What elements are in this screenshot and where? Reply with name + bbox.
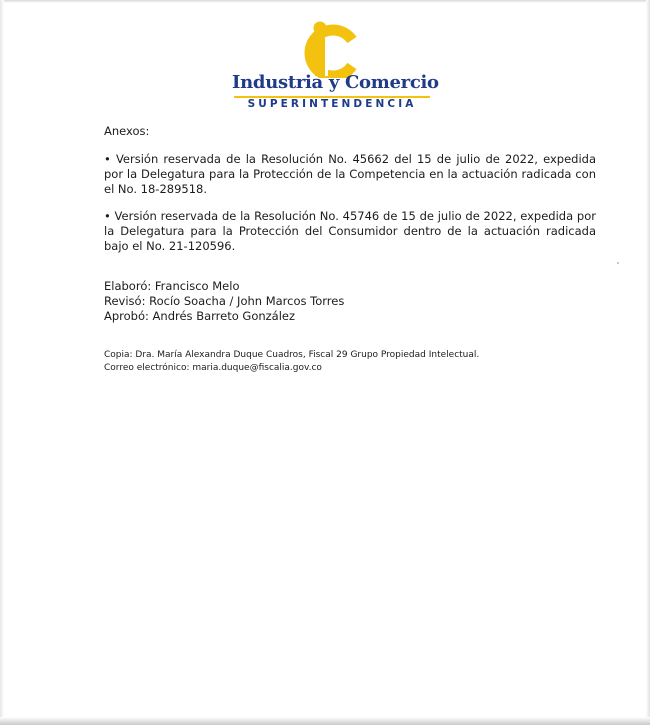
ic-logo-mark-icon: [301, 20, 357, 78]
copy-recipient: Copia: Dra. María Alexandra Duque Cuadros, Fiscal 29 Grupo Propiedad Intelectual.: [104, 350, 480, 360]
reviewed-by: Revisó: Rocío Soacha / John Marcos Torres: [104, 293, 345, 308]
annexes-heading: Anexos:: [104, 124, 150, 138]
approved-by: Aprobó: Andrés Barreto González: [104, 308, 296, 323]
sic-logo: [0, 18, 650, 118]
scan-edge-top: [0, 0, 650, 3]
scan-speck: [617, 262, 619, 264]
prepared-by: Elaboró: Francisco Melo: [104, 279, 240, 293]
annex-item: • Versión reservada de la Resolución No. 45746 de 15 de julio de 2022, expedida por la Delegatura para la Protección del Consumidor dentro de la actuación radicada bajo el No. 21-120596.: [104, 209, 596, 253]
copy-email: Correo electrónico: maria.duque@fiscalia.gov.co: [104, 362, 322, 373]
copy-block: [104, 349, 479, 374]
brand-subtitle: SUPERINTENDENCIA: [247, 98, 417, 110]
signoff-block: [104, 279, 344, 323]
scan-edge-bottom: [0, 717, 650, 725]
annex-item: • Versión reservada de la Resolución No. 45662 del 15 de julio de 2022, expedida por la Delegatura para la Protección de la Competencia en la actuación radicada con el No. 18-289518.: [104, 152, 596, 196]
brand-name: Industria y Comercio: [232, 72, 439, 93]
